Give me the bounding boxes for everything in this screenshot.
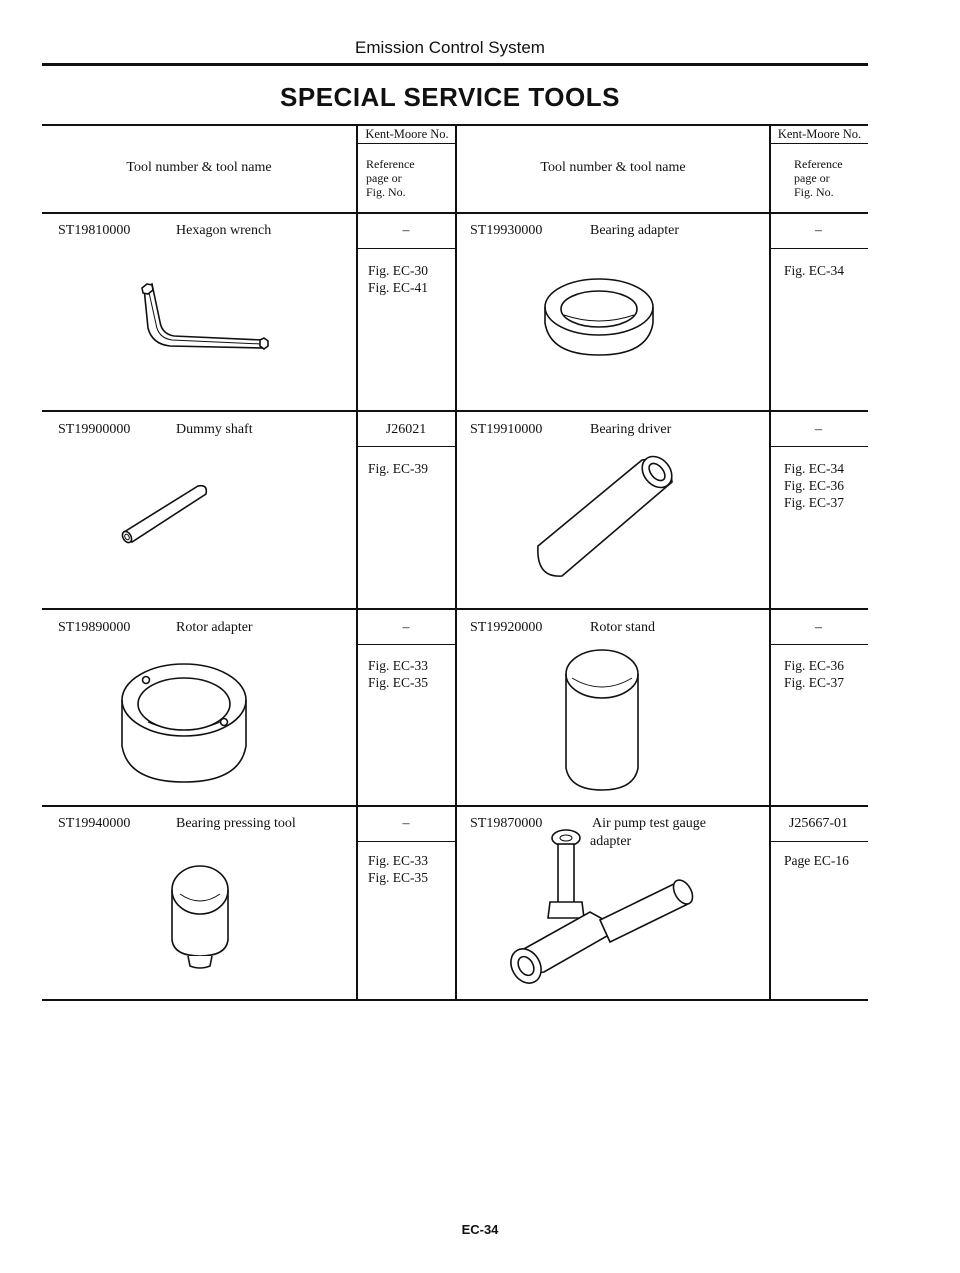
kent-moore-number: J25667-01 [788, 816, 849, 831]
tool-number: ST19810000 [58, 223, 131, 238]
tool-number: ST19900000 [58, 422, 131, 437]
kent-moore-number: – [402, 620, 410, 635]
reference-figures: Fig. EC-34 Fig. EC-36 Fig. EC-37 [784, 461, 845, 510]
tool-number: ST19910000 [470, 422, 543, 437]
header-rule [42, 63, 868, 66]
kent-moore-number: – [815, 422, 822, 437]
bearing-pressing-tool-icon [168, 862, 232, 974]
tool-number: ST19870000 [470, 816, 543, 831]
kent-moore-number: J26021 [385, 422, 427, 437]
reference-figures: Fig. EC-33 Fig. EC-35 [368, 853, 429, 885]
tool-number: ST19920000 [470, 620, 543, 635]
bearing-driver-icon [530, 452, 680, 582]
kent-moore-number: – [402, 223, 410, 238]
reference-figures: Fig. EC-30 Fig. EC-41 [368, 263, 429, 295]
dummy-shaft-icon [112, 480, 212, 550]
reference-figures: Page EC-16 [784, 853, 849, 868]
reference-header-left: Reference page or Fig. No. [366, 157, 415, 199]
tool-number: ST19930000 [470, 223, 543, 238]
tool-number: ST19890000 [58, 620, 131, 635]
rotor-stand-icon [562, 646, 642, 792]
kent-moore-number: – [815, 620, 822, 635]
tool-column-header-right: Tool number & tool name [540, 160, 686, 175]
page-number: EC-34 [461, 1222, 499, 1237]
page-title: SPECIAL SERVICE TOOLS [280, 82, 620, 112]
tool-name: Air pump test gauge [592, 816, 706, 831]
tool-name: Bearing pressing tool [176, 816, 296, 831]
tool-name: Hexagon wrench [176, 223, 272, 238]
kent-moore-number: – [402, 816, 410, 831]
tool-name: Bearing driver [590, 422, 672, 437]
air-pump-test-gauge-adapter-icon [500, 826, 700, 996]
tool-name: Rotor adapter [176, 620, 253, 635]
tool-name: Rotor stand [590, 620, 655, 635]
tool-name: Dummy shaft [176, 422, 253, 437]
tool-name-line2: adapter [590, 834, 632, 849]
reference-header-right: Reference page or Fig. No. [794, 157, 843, 199]
hexagon-wrench-icon [138, 282, 278, 354]
kent-moore-number: – [815, 223, 822, 238]
reference-figures: Fig. EC-34 [784, 263, 845, 278]
tool-column-header-left: Tool number & tool name [126, 160, 272, 175]
kent-moore-header-left: Kent-Moore No. [365, 127, 449, 141]
tool-number: ST19940000 [58, 816, 131, 831]
reference-figures: Fig. EC-39 [368, 461, 429, 476]
running-title: Emission Control System [355, 38, 545, 57]
kent-moore-header-right: Kent-Moore No. [777, 127, 862, 141]
reference-figures: Fig. EC-33 Fig. EC-35 [368, 658, 429, 690]
rotor-adapter-icon [118, 660, 250, 785]
bearing-adapter-icon [540, 275, 658, 359]
tool-name: Bearing adapter [590, 223, 680, 238]
reference-figures: Fig. EC-36 Fig. EC-37 [784, 658, 845, 690]
